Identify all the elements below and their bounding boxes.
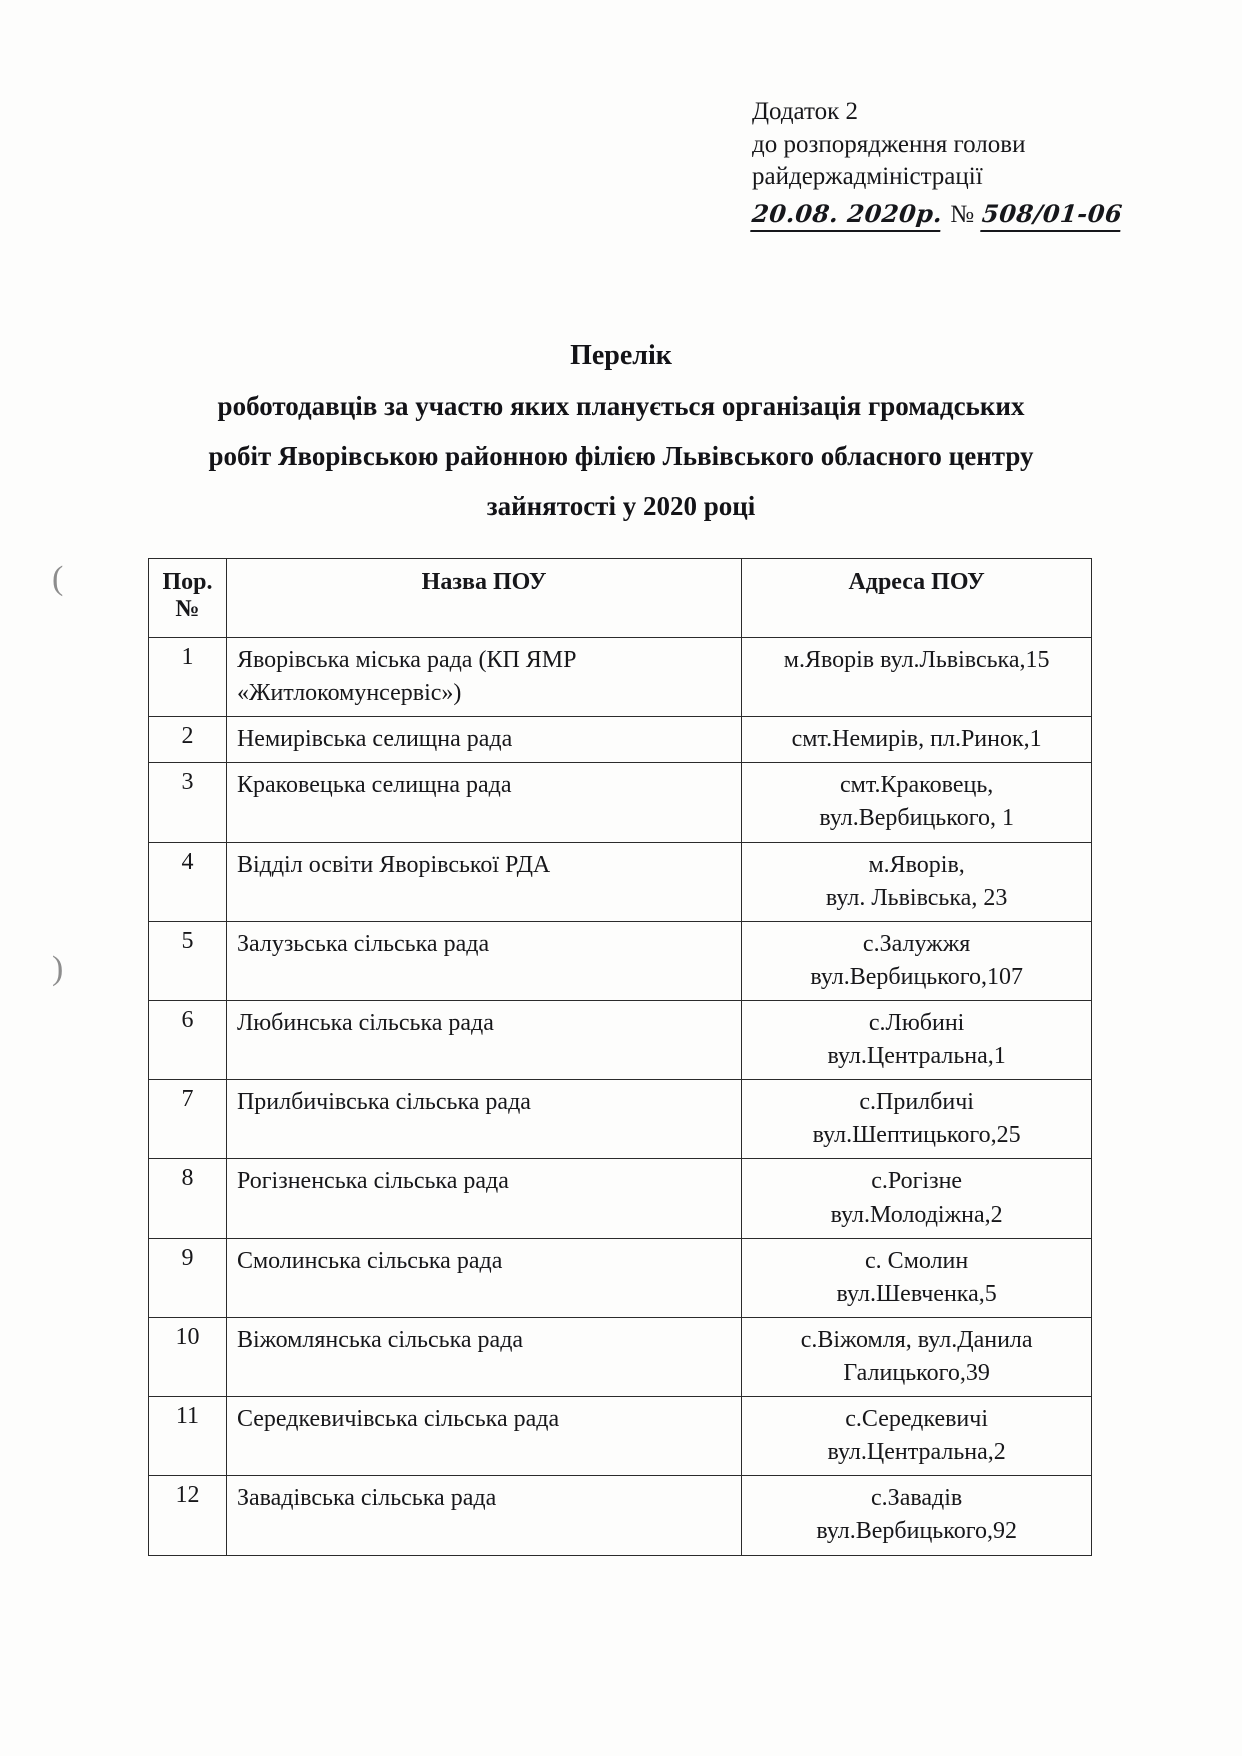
address-line-2: вул.Центральна,1	[827, 1043, 1006, 1070]
header-line-order: до розпорядження голови	[752, 130, 1026, 158]
address-line-1: смт.Немирів, пл.Ринок,1	[791, 726, 1042, 753]
address-line-1: с.Рогізне	[871, 1168, 963, 1195]
page-title	[140, 330, 1102, 532]
cell-name: Смолинська сільська рада	[226, 1238, 741, 1317]
table-header	[149, 559, 1092, 638]
header-signature-line	[752, 198, 1182, 232]
cell-address	[742, 1159, 1092, 1238]
table-row	[149, 1317, 1092, 1396]
address-line-1: с.Залужжя	[862, 930, 971, 957]
margin-mark-upper: (	[52, 560, 64, 597]
address-line-1: с.Завадів	[871, 1485, 963, 1512]
cell-name: Краковецька селищна рада	[226, 763, 741, 842]
table-body	[149, 638, 1092, 1556]
address-line-1: с.Середкевичі	[845, 1406, 989, 1433]
cell-number: 8	[149, 1159, 227, 1238]
cell-name: Немирівська селищна рада	[226, 717, 741, 763]
cell-number: 1	[149, 638, 227, 717]
title-line-1: роботодавців за участю яких планується організація громадських	[217, 390, 1025, 421]
address-line-1: с. Смолин	[865, 1247, 969, 1274]
handwritten-date: 20.08. 2020р.	[750, 198, 944, 232]
handwritten-number: 508/01-06	[980, 198, 1124, 232]
address-line-2: вул.Вербицького, 1	[819, 805, 1014, 832]
header-line-administration: райдержадміністрації	[752, 163, 983, 190]
table-row	[149, 921, 1092, 1000]
cell-address	[742, 763, 1092, 842]
cell-address	[742, 1317, 1092, 1396]
address-line-1: м.Яворів,	[868, 851, 965, 878]
title-line-2: робіт Яворівською районною філією Львівського обласного центру	[208, 440, 1034, 471]
cell-address	[742, 717, 1092, 763]
table-row	[149, 1238, 1092, 1317]
table-row	[149, 1080, 1092, 1159]
document-header	[752, 96, 1182, 232]
cell-number: 12	[149, 1476, 227, 1555]
cell-number: 6	[149, 1000, 227, 1079]
cell-number: 7	[149, 1080, 227, 1159]
table-row	[149, 1476, 1092, 1555]
table-row	[149, 717, 1092, 763]
cell-name: Завадівська сільська рада	[226, 1476, 741, 1555]
address-line-2: вул.Шевченка,5	[836, 1280, 997, 1307]
table-header-row	[149, 559, 1092, 638]
cell-address	[742, 1238, 1092, 1317]
table-row	[149, 763, 1092, 842]
number-label: №	[950, 200, 975, 228]
cell-number: 11	[149, 1397, 227, 1476]
cell-address	[742, 638, 1092, 717]
cell-number: 2	[149, 717, 227, 763]
table-row	[149, 1397, 1092, 1476]
column-header-name: Назва ПОУ	[226, 559, 741, 638]
header-line-appendix: Додаток 2	[752, 98, 858, 125]
address-line-1: с.Прилбичі	[859, 1089, 974, 1116]
address-line-2: вул.Молодіжна,2	[830, 1201, 1003, 1228]
address-line-1: с.Любині	[868, 1009, 965, 1036]
address-line-1: смт.Краковець,	[840, 772, 994, 799]
address-line-2: вул.Вербицького,107	[810, 963, 1023, 990]
address-line-2: вул. Львівська, 23	[825, 884, 1008, 911]
cell-name: Віжомлянська сільська рада	[226, 1317, 741, 1396]
cell-name: Любинська сільська рада	[226, 1000, 741, 1079]
table-row	[149, 842, 1092, 921]
cell-address	[742, 1080, 1092, 1159]
cell-number: 9	[149, 1238, 227, 1317]
address-line-2: Галицького,39	[843, 1359, 990, 1386]
table-row	[149, 1159, 1092, 1238]
address-line-2: вул.Центральна,2	[827, 1439, 1006, 1466]
table-row	[149, 1000, 1092, 1079]
cell-name: Середкевичівська сільська рада	[226, 1397, 741, 1476]
table-row	[149, 638, 1092, 717]
cell-name: Відділ освіти Яворівської РДА	[226, 842, 741, 921]
employers-table	[148, 558, 1092, 1556]
cell-number: 3	[149, 763, 227, 842]
column-header-address: Адреса ПОУ	[742, 559, 1092, 638]
address-line-2: вул.Вербицького,92	[816, 1518, 1017, 1545]
cell-number: 10	[149, 1317, 227, 1396]
title-line-3: зайнятості у 2020 році	[486, 490, 756, 521]
cell-number: 4	[149, 842, 227, 921]
cell-address	[742, 921, 1092, 1000]
cell-number: 5	[149, 921, 227, 1000]
employers-table-wrapper	[148, 558, 1092, 1556]
cell-name: Залузьська сільська рада	[226, 921, 741, 1000]
address-line-1: м.Яворів вул.Львівська,15	[783, 647, 1050, 673]
address-line-1: с.Віжомля, вул.Данила	[800, 1326, 1033, 1353]
column-header-number-line1: Пор.	[162, 569, 213, 595]
cell-address	[742, 842, 1092, 921]
cell-address	[742, 1000, 1092, 1079]
cell-name: Рогізненська сільська рада	[226, 1159, 741, 1238]
margin-mark-lower: )	[52, 950, 64, 987]
cell-address	[742, 1476, 1092, 1555]
cell-name: Яворівська міська рада (КП ЯМР «Житлокомунсервіс»)	[226, 638, 741, 717]
cell-name: Прилбичівська сільська рада	[226, 1080, 741, 1159]
title-main: Перелік	[570, 340, 672, 371]
column-header-number	[149, 559, 227, 638]
cell-address	[742, 1397, 1092, 1476]
column-header-number-line2: №	[175, 596, 200, 622]
address-line-2: вул.Шептицького,25	[812, 1122, 1021, 1149]
